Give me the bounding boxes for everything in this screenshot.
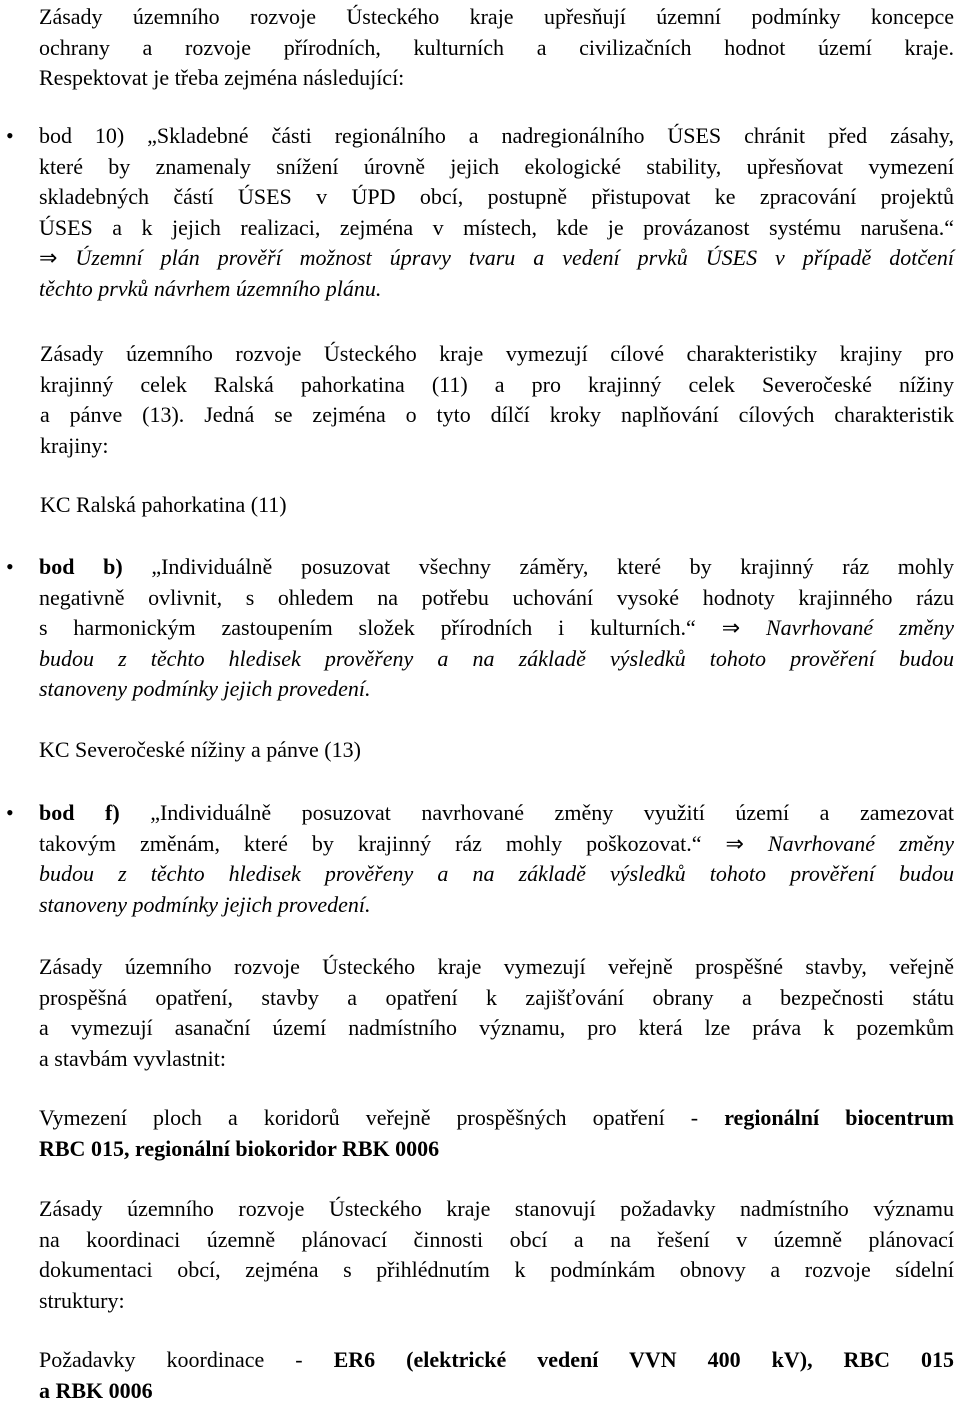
text-line: struktury: <box>39 1286 954 1317</box>
text-line: ÚSES a k jejich realizaci, zejména v místech, kde je provázanost systému narušena.“ <box>39 213 954 244</box>
text-line <box>39 644 954 675</box>
text-line <box>39 1134 954 1165</box>
designation-paragraph <box>39 1103 954 1164</box>
italic-note: stanoveny podmínky jejich provedení. <box>39 676 371 701</box>
text-line: a vymezují asanační území nadmístního významu, pro která lze práva k pozemkům <box>39 1013 954 1044</box>
text-line: a stavbám vyvlastnit: <box>39 1044 954 1075</box>
bold-text: a RBK 0006 <box>39 1378 153 1403</box>
text-line: Respektovat je třeba zejména následující: <box>39 63 954 94</box>
italic-note: Navrhované změny <box>740 615 954 640</box>
text-line: krajinný celek Ralská pahorkatina (11) a pro krajinný celek Severočeské nížiny <box>40 370 954 401</box>
bullet-icon: • <box>6 121 14 152</box>
italic-note: stanoveny podmínky jejich provedení. <box>39 892 371 917</box>
text-line <box>39 674 954 705</box>
section-heading: KC Ralská pahorkatina (11) <box>40 490 954 521</box>
characteristics-paragraph <box>40 339 954 461</box>
text-line <box>39 243 954 274</box>
text-line: Vymezení ploch a koridorů veřejně prospěšných opatření - regionální biocentrum <box>39 1103 954 1134</box>
italic-note: budou z těchto hledisek prověřeny a na základě výsledků tohoto prověření budou <box>39 861 954 886</box>
bold-text: RBC 015, regionální biokoridor RBK 0006 <box>39 1136 439 1161</box>
text-line: skladebných částí ÚSES v ÚPD obcí, postupně přistupovat ke zpracování projektů <box>39 182 954 213</box>
text-line: Požadavky koordinace - ER6 (elektrické vedení VVN 400 kV), RBC 015 <box>39 1345 954 1376</box>
text-line <box>39 859 954 890</box>
bullet-item-bod-b <box>39 552 954 705</box>
coordination-paragraph <box>39 1345 954 1406</box>
text-line <box>39 274 954 305</box>
italic-note: Územní plán prověří možnost úpravy tvaru a vedení prvků ÚSES v případě dotčení <box>57 245 954 270</box>
text-line: prospěšná opatření, stavby a opatření k zajišťování obrany a bezpečnosti státu <box>39 983 954 1014</box>
text-line: Zásady územního rozvoje Ústeckého kraje vymezují cílové charakteristiky krajiny pro <box>40 339 954 370</box>
arrow-icon: ⇒ <box>722 615 740 640</box>
text-line: které by znamenaly snížení úrovně jejich ekologické stability, upřesňovat vymezení <box>39 152 954 183</box>
text-line <box>39 890 954 921</box>
bold-text: ER6 (elektrické vedení VVN 400 kV), RBC 015 <box>334 1347 954 1372</box>
bold-label: bod b) <box>39 554 123 579</box>
text-line: s harmonickým zastoupením složek přírodních i kulturních.“ ⇒ Navrhované změny <box>39 613 954 644</box>
public-works-paragraph <box>39 952 954 1074</box>
text-line: krajiny: <box>40 431 954 462</box>
bullet-item-bod-10 <box>39 121 954 304</box>
arrow-icon: ⇒ <box>39 245 57 270</box>
text-line: a pánve (13). Jedná se zejména o tyto dílčí kroky naplňování cílových charakteristik <box>40 400 954 431</box>
text-line: na koordinaci územně plánovací činnosti obcí a na řešení v územně plánovací <box>39 1225 954 1256</box>
italic-note: budou z těchto hledisek prověřeny a na základě výsledků tohoto prověření budou <box>39 646 954 671</box>
arrow-icon: ⇒ <box>726 831 744 856</box>
text-line: negativně ovlivnit, s ohledem na potřebu uchování vysoké hodnoty krajinného rázu <box>39 583 954 614</box>
text-line: Zásady územního rozvoje Ústeckého kraje stanovují požadavky nadmístního významu <box>39 1194 954 1225</box>
italic-note: Navrhované změny <box>744 831 954 856</box>
text-line <box>39 1376 954 1406</box>
bold-label: bod f) <box>39 800 120 825</box>
text-line: ochrany a rozvoje přírodních, kulturních a civilizačních hodnot území kraje. <box>39 33 954 64</box>
text-line: bod 10) „Skladebné části regionálního a nadregionálního ÚSES chránit před zásahy, <box>39 121 954 152</box>
text-line: takovým změnám, které by krajinný ráz mohly poškozovat.“ ⇒ Navrhované změny <box>39 829 954 860</box>
bullet-icon: • <box>6 552 14 583</box>
text-line: Zásady územního rozvoje Ústeckého kraje upřesňují územní podmínky koncepce <box>39 2 954 33</box>
intro-paragraph <box>39 2 954 94</box>
requirements-paragraph <box>39 1194 954 1316</box>
text-line: bod f) „Individuálně posuzovat navrhované změny využití území a zamezovat <box>39 798 954 829</box>
text-line: Zásady územního rozvoje Ústeckého kraje vymezují veřejně prospěšné stavby, veřejně <box>39 952 954 983</box>
section-heading: KC Severočeské nížiny a pánve (13) <box>39 735 954 766</box>
bullet-item-bod-f <box>39 798 954 920</box>
text-line: bod b) „Individuálně posuzovat všechny záměry, které by krajinný ráz mohly <box>39 552 954 583</box>
italic-note: těchto prvků návrhem územního plánu. <box>39 276 381 301</box>
text-line: dokumentaci obcí, zejména s přihlédnutím k podmínkám obnovy a rozvoje sídelní <box>39 1255 954 1286</box>
bold-text: regionální biocentrum <box>724 1105 954 1130</box>
bullet-icon: • <box>6 798 14 829</box>
